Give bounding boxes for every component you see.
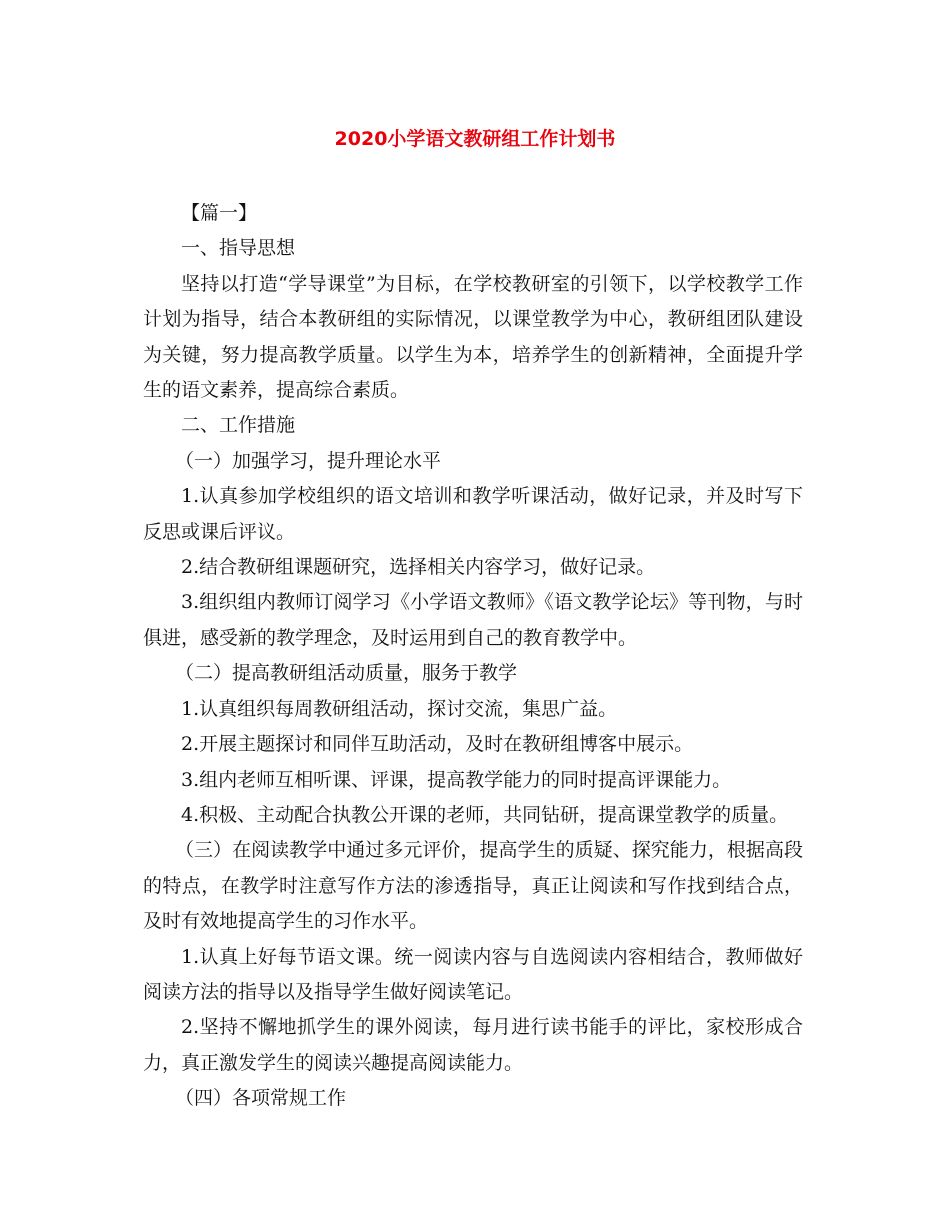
section-label: 【篇一】 [181,202,258,224]
list-item: 4.积极、主动配合执教公开课的老师，共同钻研，提高课堂教学的质量。 [181,803,789,826]
document-body [143,196,803,1117]
subheading-strengthen-learning: （一）加强学习，提升理论水平 [175,449,442,472]
heading-work-measures: 二、工作措施 [181,414,296,437]
heading-guiding-thought: 一、指导思想 [181,237,296,260]
list-item: 2.结合教研组课题研究，选择相关内容学习，做好记录。 [181,556,656,579]
list-item: 3.组织组内教师订阅学习《小学语文教师》《语文教学论坛》等刊物，与时俱进，感受新的教学理念，及时运用到自己的教育教学中。 [143,591,803,649]
subheading-routine-work: （四）各项常规工作 [175,1087,347,1110]
list-item: 1.认真参加学校组织的语文培训和教学听课活动，做好记录，并及时写下反思或课后评议。 [143,485,803,543]
list-item: 1.认真组织每周教研组活动，探讨交流，集思广益。 [181,697,618,720]
list-item: 2.开展主题探讨和同伴互助活动，及时在教研组博客中展示。 [181,733,694,756]
list-item: 3.组内老师互相听课、评课，提高教学能力的同时提高评课能力。 [181,768,732,791]
list-item: 2.坚持不懈地抓学生的课外阅读，每月进行读书能手的评比，家校形成合力，真正激发学生的阅读兴趣提高阅读能力。 [143,1016,803,1074]
subheading-improve-quality: （二）提高教研组活动质量，服务于教学 [175,662,518,685]
subheading-reading-teaching: （三）在阅读教学中通过多元评价，提高学生的质疑、探究能力，根据高段的特点，在教学时注意写作方法的渗透指导，真正让阅读和写作找到结合点，及时有效地提高学生的习作水平。 [143,839,803,933]
document-title: 2020小学语文教研组工作计划书 [334,128,616,150]
list-item: 1.认真上好每节语文课。统一阅读内容与自选阅读内容相结合，教师做好阅读方法的指导以及指导学生做好阅读笔记。 [143,945,803,1003]
paragraph-guiding-thought: 坚持以打造“学导课堂”为目标，在学校教研室的引领下，以学校教学工作计划为指导，结合本教研组的实际情况，以课堂教学为中心，教研组团队建设为关键，努力提高教学质量。以学生为本，培养学生的创新精神，全面提升学生的语文素养，提高综合素质。 [143,272,803,402]
